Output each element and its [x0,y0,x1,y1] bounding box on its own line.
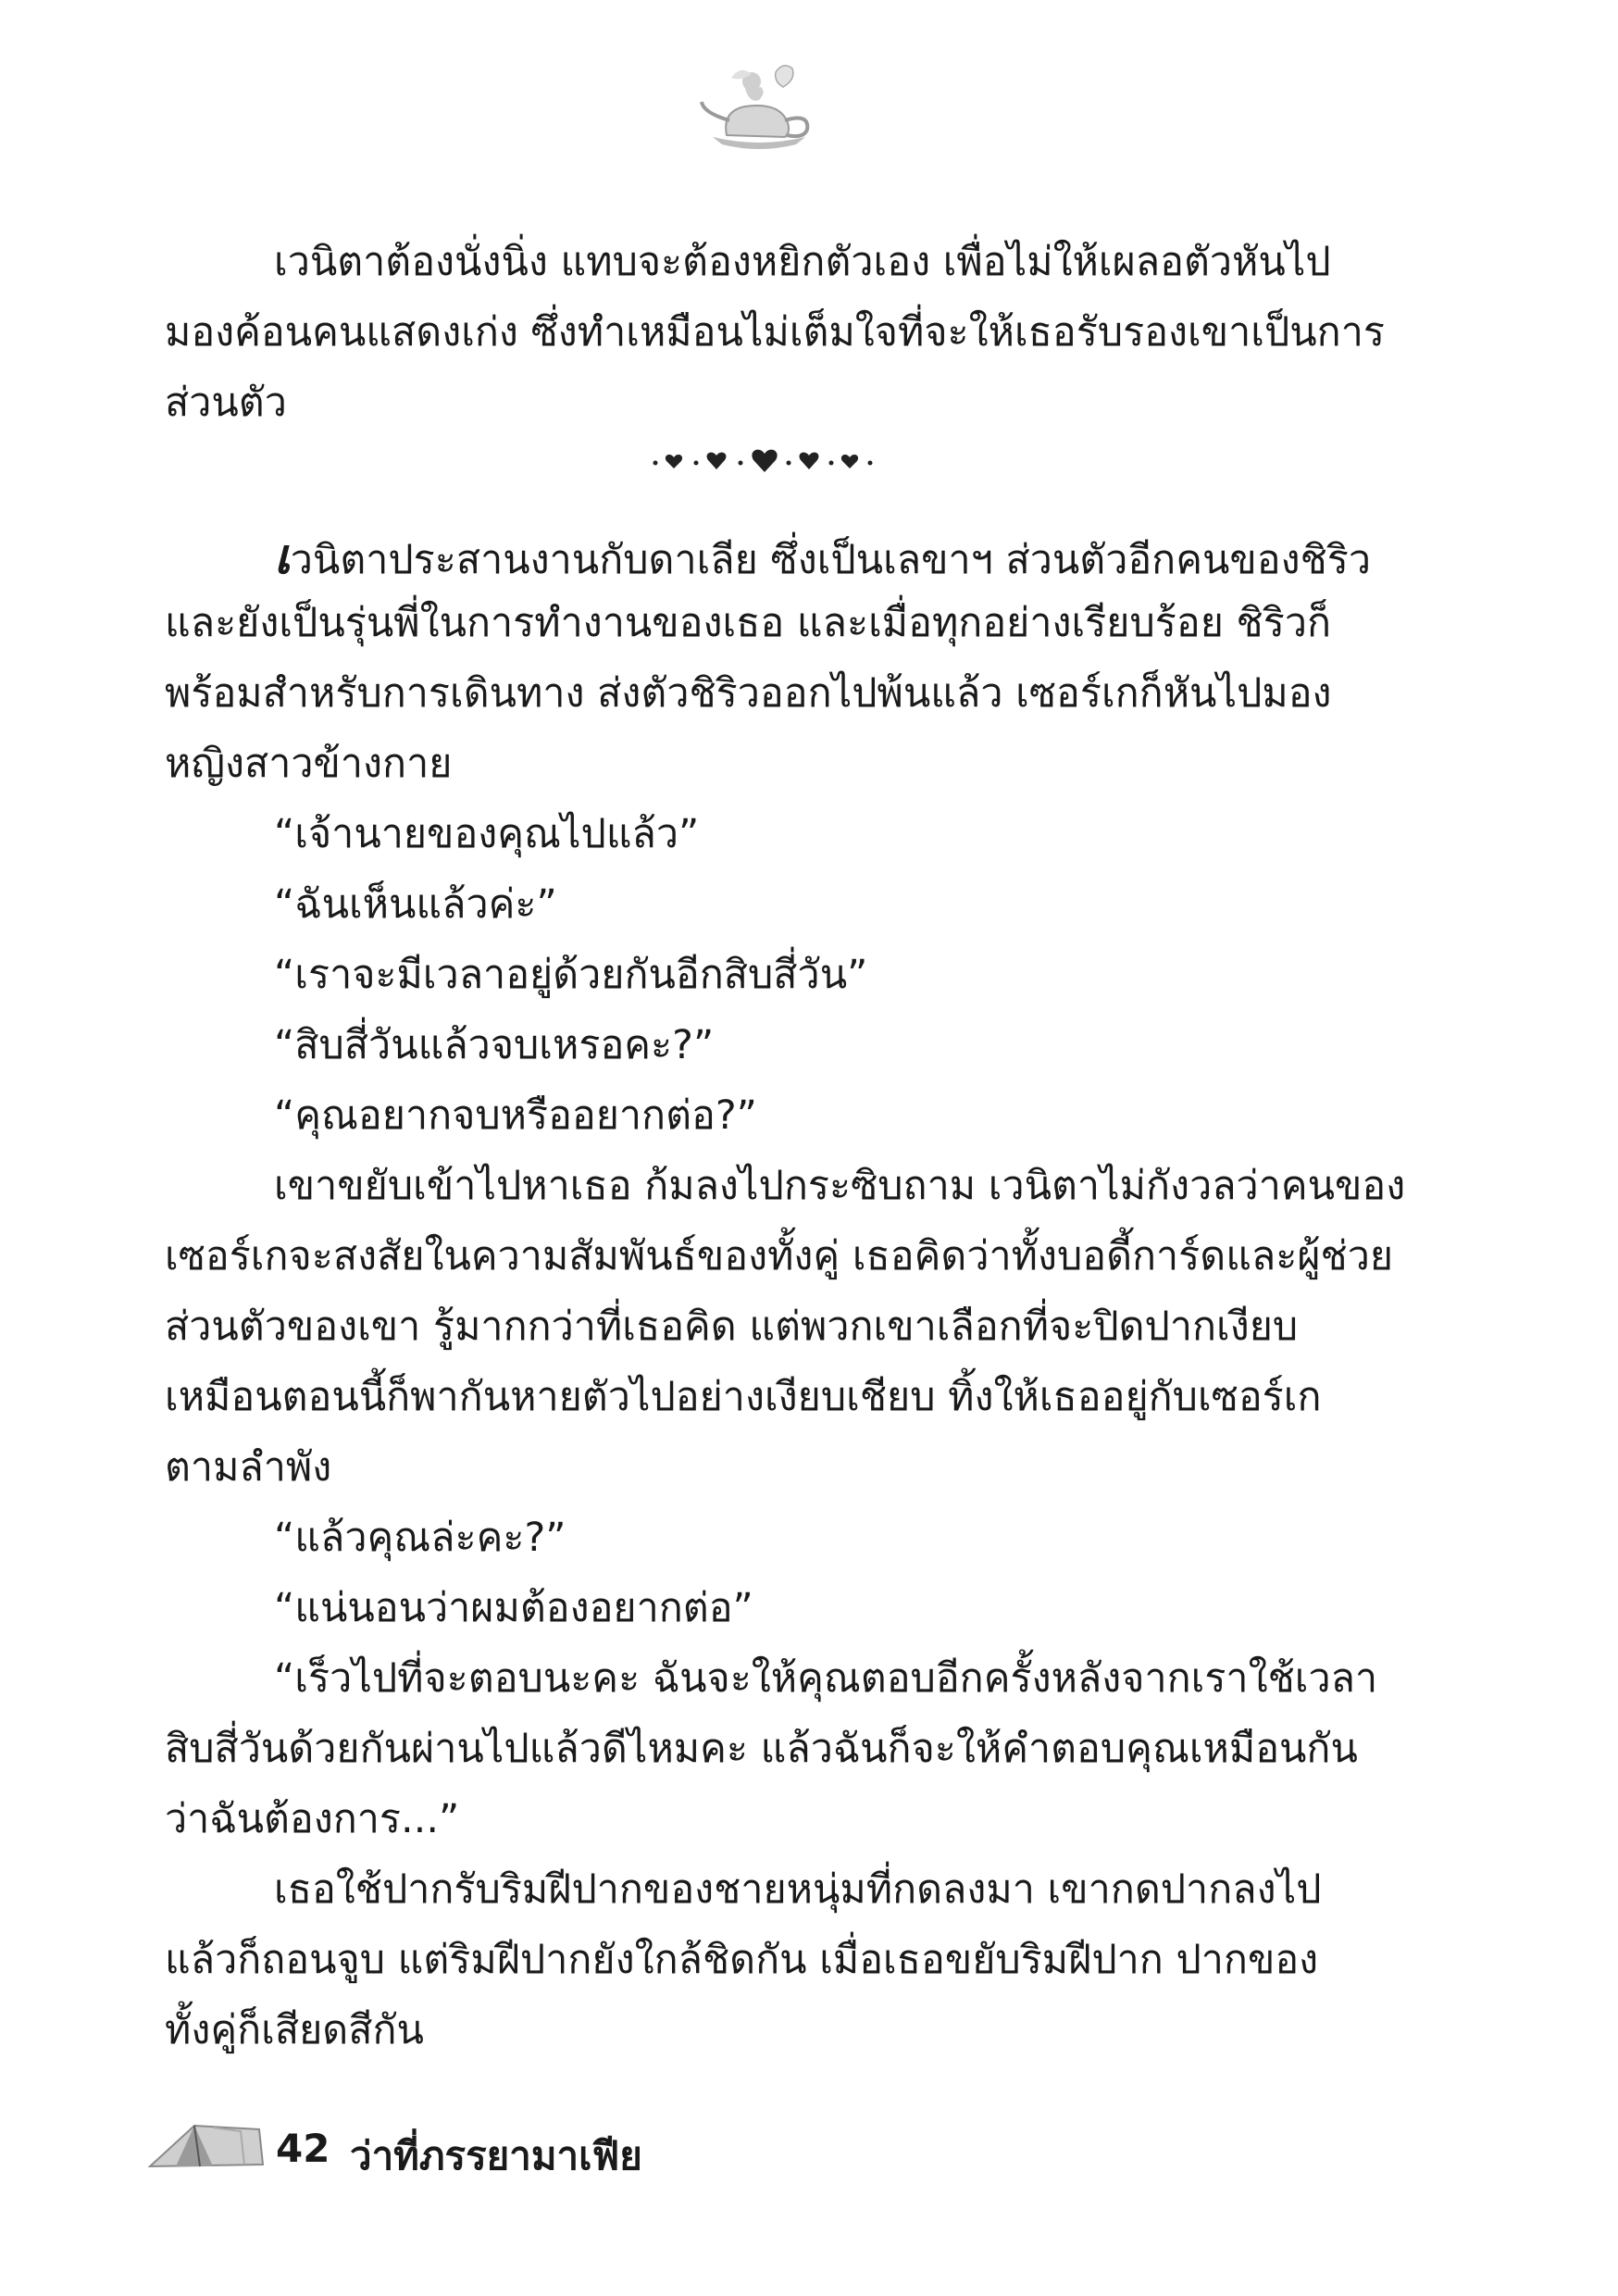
dialogue-line: “เร็วไปที่จะตอบนะคะ ฉันจะให้คุณตอบอีกครั้งหลังจากเราใช้เวลา [274,1655,1378,1702]
paragraph-line-text: วนิตาประสานงานกับดาเลีย ซึ่งเป็นเลขาฯ ส่วนตัวอีกคนของชิริว [290,537,1371,583]
paragraph-line: ส่วนตัวของเขา รู้มากกว่าที่เธอคิด แต่พวกเขาเลือกที่จะปิดปากเงียบ [165,1304,1299,1350]
dialogue-line: “แล้วคุณล่ะคะ?” [274,1515,566,1561]
paragraph-line: เขาขยับเข้าไปหาเธอ ก้มลงไปกระซิบถาม เวนิตาไม่กังวลว่าคนของ [274,1163,1406,1209]
hearts-divider [648,443,879,480]
paragraph-line: แล้วก็ถอนจูบ แต่ริมฝีปากยังใกล้ชิดกัน เมื่อเธอขยับริมฝีปาก ปากของ [165,1937,1319,1983]
page-number: 42 [276,2126,330,2171]
paragraph-line: เธอใช้ปากรับริมฝีปากของชายหนุ่มที่กดลงมา เขากดปากลงไป [274,1866,1322,1913]
dialogue-line: “แน่นอนว่าผมต้องอยากต่อ” [274,1585,753,1631]
paragraph-line: และยังเป็นรุ่นพี่ในการทำงานของเธอ และเมื่อทุกอย่างเรียบร้อย ชิริวก็ [165,600,1332,646]
paragraph-line: หญิงสาวข้างกาย [165,741,453,787]
drop-cap: เ [274,529,291,585]
paragraph-line: ตามลำพัง [165,1444,332,1491]
paragraph-line: มองค้อนคนแสดงเก่ง ซึ่งทำเหมือนไม่เต็มใจที่จะให้เธอรับรองเขาเป็นการ [165,309,1385,356]
dialogue-line: “คุณอยากจบหรืออยากต่อ?” [274,1092,757,1139]
paragraph-line: เหมือนตอนนี้ก็พากันหายตัวไปอย่างเงียบเชียบ ทิ้งให้เธออยู่กับเซอร์เก [165,1374,1322,1420]
dialogue-line: “เราจะมีเวลาอยู่ด้วยกันอีกสิบสี่วัน” [274,952,868,998]
paragraph-line: ทั้งคู่ก็เสียดสีกัน [165,2007,424,2053]
paragraph-line: พร้อมสำหรับการเดินทาง ส่งตัวชิริวออกไปพ้นแล้ว เซอร์เกก็หันไปมอง [165,670,1332,717]
paragraph-line: เซอร์เกจะสงสัยในความสัมพันธ์ของทั้งคู่ เธอคิดว่าทั้งบอดี้การ์ดและผู้ช่วย [165,1233,1394,1279]
paragraph-line [165,529,1371,585]
tent-icon [148,2118,264,2174]
dialogue-line: “ฉันเห็นแล้วค่ะ” [274,881,557,928]
dialogue-line: “เจ้านายของคุณไปแล้ว” [274,811,700,857]
paragraph-line: ส่วนตัว [165,380,287,426]
dialogue-line: ว่าฉันต้องการ...” [165,1796,460,1842]
dialogue-line: สิบสี่วันด้วยกันผ่านไปแล้วดีไหมคะ แล้วฉันก็จะให้คำตอบคุณเหมือนกัน [165,1726,1358,1772]
teapot-with-cupid-icon [694,56,824,157]
dialogue-line: “สิบสี่วันแล้วจบเหรอคะ?” [274,1022,715,1068]
book-title: ว่าที่ภรรยามาเฟีย [350,2133,642,2178]
paragraph-line: เวนิตาต้องนั่งนิ่ง แทบจะต้องหยิกตัวเอง เพื่อไม่ให้เผลอตัวหันไป [274,239,1331,285]
